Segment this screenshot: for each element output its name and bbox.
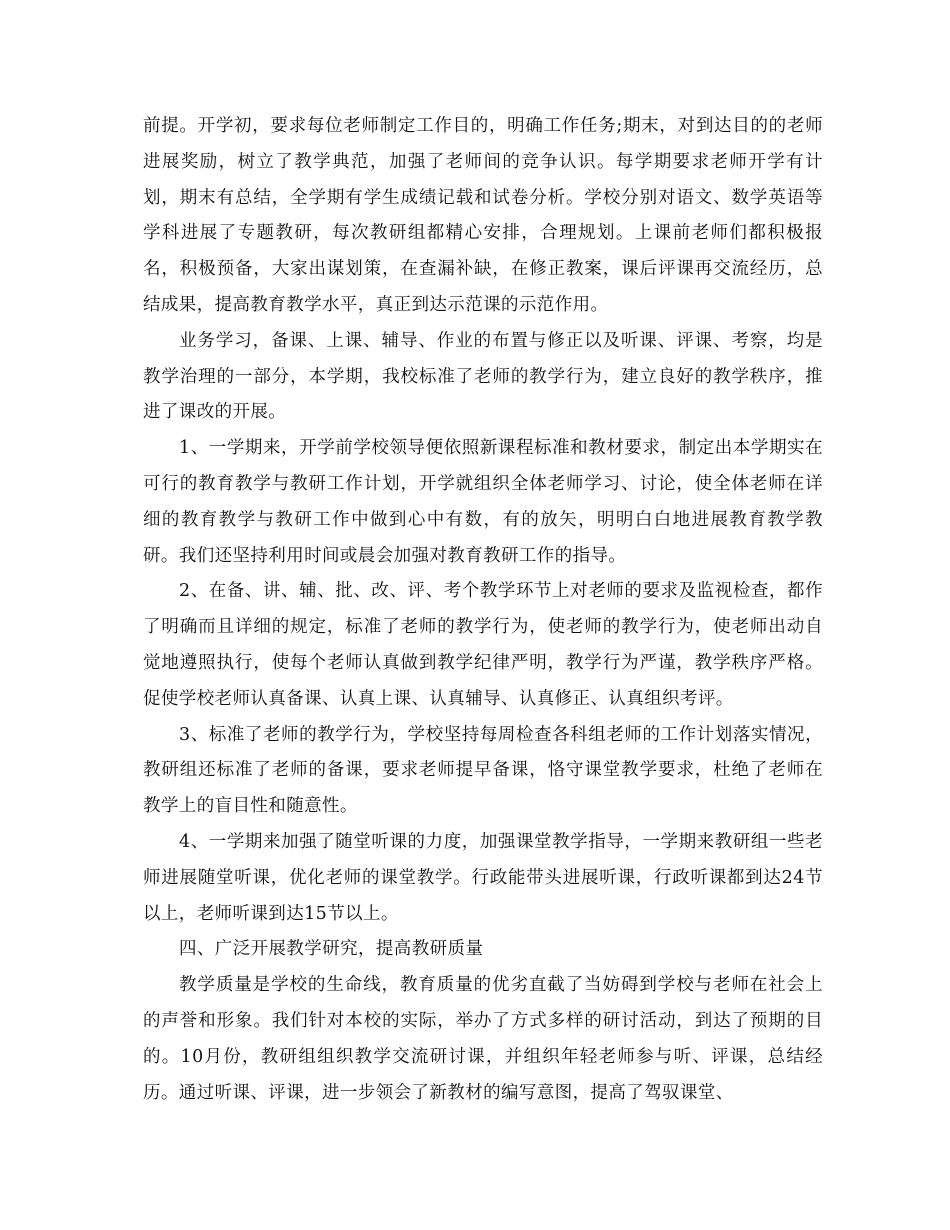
paragraph-3: 1、一学期来，开学前学校领导便依照新课程标准和教材要求，制定出本学期实在可行的教育教学与教研工作计划，开学就组织全体老师学习、讨论，使全体老师在详细的教育教学与教研工作中做到心中有数，有的放矢，明明白白地进展教育教学教研。我们还坚持利用时间或晨会加强对教育教研工作的指导。 <box>143 438 823 566</box>
paragraph-7: 教学质量是学校的生命线，教育质量的优劣直截了当妨碍到学校与老师在社会上的声誉和形象。我们针对本校的实际，举办了方式多样的研讨活动，到达了预期的目的。10月份，教研组组织教学交流研讨课，并组织年轻老师参与听、评课，总结经历。通过听课、评课，进一步领会了新教材的编写意图，提高了驾驭课堂、 <box>143 975 823 1103</box>
document-body <box>143 109 823 1111</box>
paragraph-5: 3、标准了老师的教学行为，学校坚持每周检查各科组老师的工作计划落实情况，教研组还标准了老师的备课，要求老师提早备课，恪守课堂教学要求，杜绝了老师在教学上的盲目性和随意性。 <box>143 724 823 817</box>
paragraph-2: 业务学习，备课、上课、辅导、作业的布置与修正以及听课、评课、考察，均是教学治理的一部分，本学期，我校标准了老师的教学行为，建立良好的教学秩序，推进了课改的开展。 <box>143 330 823 423</box>
paragraph-1: 前提。开学初，要求每位老师制定工作目的，明确工作任务;期末，对到达目的的老师进展奖励，树立了教学典范，加强了老师间的竞争认识。每学期要求老师开学有计划，期末有总结，全学期有学生成绩记载和试卷分析。学校分别对语文、数学英语等学科进展了专题教研，每次教研组都精心安排，合理规划。上课前老师们都积极报名，积极预备，大家出谋划策，在查漏补缺，在修正教案，课后评课再交流经历，总结成果，提高教育教学水平，真正到达示范课的示范作用。 <box>143 116 823 315</box>
section-heading: 四、广泛开展教学研究，提高教研质量 <box>179 939 484 960</box>
paragraph-4: 2、在备、讲、辅、批、改、评、考个教学环节上对老师的要求及监视检查，都作了明确而且详细的规定，标准了老师的教学行为，使老师的教学行为，使老师出动自觉地遵照执行，使每个老师认真做到教学纪律严明，教学行为严谨，教学秩序严格。促使学校老师认真备课、认真上课、认真辅导、认真修正、认真组织考评。 <box>143 581 823 709</box>
paragraph-6: 4、一学期来加强了随堂听课的力度，加强课堂教学指导，一学期来教研组一些老师进展随堂听课，优化老师的课堂教学。行政能带头进展听课，行政听课都到达24节以上，老师听课到达15节以上。 <box>143 831 823 924</box>
